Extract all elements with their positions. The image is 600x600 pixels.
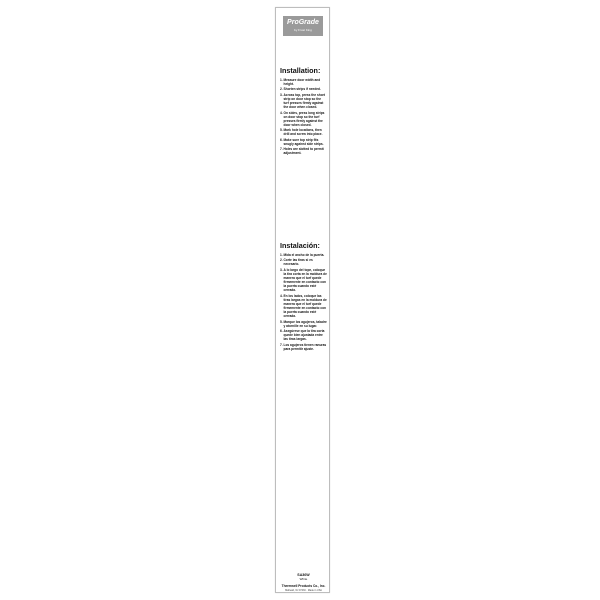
manufacturer-name: Thermwell Products Co., Inc. <box>281 584 326 588</box>
step-text: On sides, press long strips on door stop so the turf presses firmly against the door when closed. <box>283 110 325 127</box>
product-label-strip <box>275 7 330 593</box>
product-color: White <box>299 577 308 581</box>
step-number: 2. <box>280 87 283 92</box>
step-text: Corte las tiras si es necesario. <box>283 258 313 267</box>
english-step <box>280 147 327 155</box>
step-text: Mark hole locations, then drill and screw into place. <box>283 128 323 137</box>
product-sku: SA36W <box>297 573 310 577</box>
step-number: 2. <box>280 258 283 263</box>
step-number: 4. <box>280 293 283 298</box>
step-number: 7. <box>280 147 283 152</box>
step-number: 6. <box>280 137 283 142</box>
brand-name: ProGrade <box>287 19 319 26</box>
spanish-step <box>280 253 327 257</box>
english-steps-list <box>280 78 327 155</box>
english-step <box>280 128 327 136</box>
step-text: Los agujeros tienen ranuras para permitir ajuste. <box>283 342 327 351</box>
english-heading: Installation: <box>280 66 321 75</box>
step-number: 1. <box>280 78 283 82</box>
english-step <box>280 93 327 109</box>
step-text: Marque los agujeros, taladre y atornille en su lugar. <box>283 319 327 328</box>
step-text: En los lados, coloque las tiras largas en la moldura de manera que el turf quede firmemente en contacto con la puerta cuando esté cerrada. <box>283 293 327 319</box>
step-number: 4. <box>280 110 283 115</box>
english-step <box>280 138 327 146</box>
step-text: Across top, press the short strip on door stop so the turf presses firmly against the door when closed. <box>283 92 325 110</box>
spanish-step <box>280 329 327 341</box>
step-text: Measure door width and height. <box>283 78 321 87</box>
step-number: 1. <box>280 253 283 257</box>
spanish-steps-list <box>280 253 327 351</box>
spanish-step <box>280 320 327 328</box>
manufacturer-address: Mahwah, NJ 07430 · Made in USA <box>285 589 322 592</box>
spanish-step <box>280 343 327 351</box>
spanish-step <box>280 294 327 319</box>
step-number: 6. <box>280 329 283 334</box>
step-text: Mida el ancho de la puerta. <box>283 253 325 257</box>
step-number: 7. <box>280 342 283 347</box>
step-number: 5. <box>280 319 283 324</box>
spanish-step <box>280 268 327 293</box>
brand-logo <box>283 16 323 36</box>
step-text: Holes are slotted to permit adjustment. <box>283 147 324 156</box>
step-number: 3. <box>280 267 283 272</box>
spanish-step <box>280 258 327 266</box>
spanish-heading: Instalación: <box>280 241 320 250</box>
step-number: 3. <box>280 92 283 97</box>
english-step <box>280 111 327 127</box>
spanish-instructions <box>280 241 327 352</box>
step-text: A lo largo del tope, coloque la tira corta en la moldura de manera que el turf quede firmemente en contacto con la puerta cuando esté cerrada. <box>283 267 327 293</box>
step-text: Make sure top strip fits snugly against side strips. <box>283 137 324 146</box>
step-number: 5. <box>280 128 283 133</box>
english-step <box>280 87 327 91</box>
step-text: Shorten strips if needed. <box>283 87 321 92</box>
english-step <box>280 78 327 86</box>
step-text: Asegúrese que la tira corta quede bien ajustada entre las tiras largas. <box>283 329 325 342</box>
english-instructions <box>280 66 327 157</box>
brand-tagline: by Frost King <box>294 28 312 32</box>
